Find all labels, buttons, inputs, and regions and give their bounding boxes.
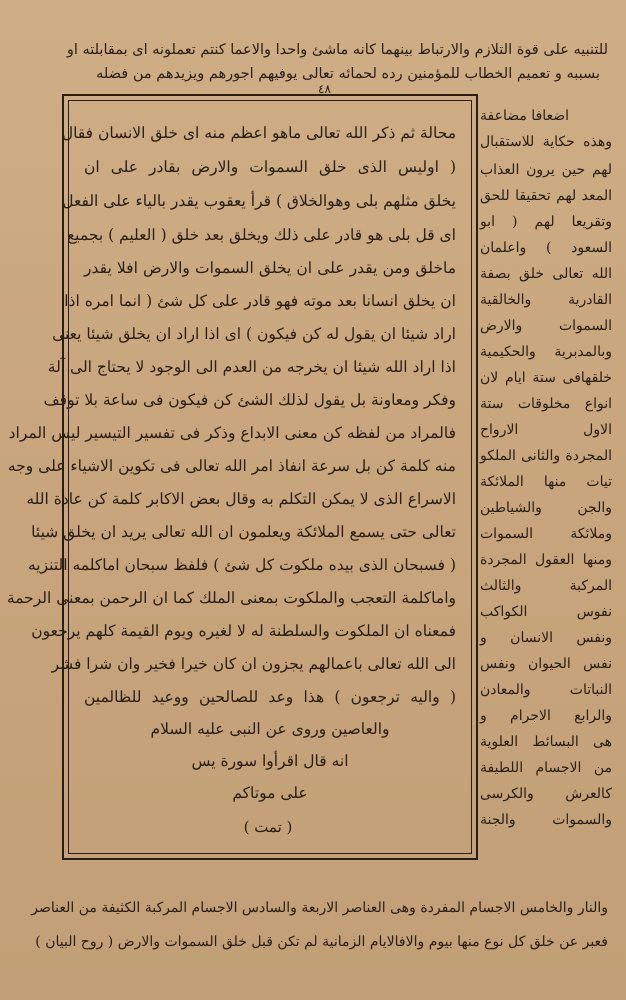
side-line-1: اضعافا مضاعفة [480,108,570,124]
main-line-12: الاسراع الذى لا يمكن التكلم به وقال بعض الاكابر كلمة كن عادة الله [26,490,456,508]
main-line-10: فالمراد من لفظه كن معنى الابداع وذكر فى تفسير التيسير ليس المراد [8,424,456,442]
side-line-17: وملائكة السموات [480,526,612,542]
closing-line-3: على موتاكم [232,784,308,802]
side-line-23: النباتات والمعادن [480,682,612,698]
main-line-4: اى قل بلى هو قادر على ذلك ويخلق بعد خلق ( العليم ) بجميع [66,226,456,244]
side-line-11: خلقهافى ستة ايام لان [480,370,612,386]
side-line-26: من الاجسام اللطيفة [480,760,612,776]
header-line-2: بسببه و تعميم الخطاب للمؤمنين رده لحمائه تعالى يوفيهم اجورهم ويزيدهم من فضله [96,66,600,82]
tamat-marker: ( تمت ) [243,818,293,836]
side-line-8: القادرية والخالقية [480,292,612,308]
side-line-24: والرابع الاجرام و [480,708,612,724]
side-line-12: انواع مخلوقات ستة [480,396,612,412]
closing-line-2: انه قال اقرأوا سورة يس [191,752,349,770]
side-line-10: وبالمدبرية والحكيمية [480,344,612,360]
side-line-5: وتقريعا لهم ( ابو [480,214,612,230]
side-line-18: ومنها العقول المجردة [480,552,612,568]
side-line-13: الاول الارواح [480,422,612,438]
main-line-9: وفكر ومعاونة بل يقول لذلك الشئ كن فيكون فى ساعة بلا توقف [43,391,456,409]
main-line-17: الى الله تعالى باعمالهم يجزون ان كان خيرا فخير وان شرا فشر [51,655,456,673]
side-line-6: السعود ) واعلمان [480,240,612,256]
side-line-16: والجن والشياطين [480,500,612,516]
side-line-19: المركبة والثالث [480,578,612,594]
side-line-15: تيات منها الملائكة [480,474,612,490]
main-line-15: واماكلمة التعجب والملكوت بمعنى الملك كما ان الرحمن بمعنى الرحمة [6,589,456,607]
side-line-21: ونفس الانسان و [480,630,612,646]
main-line-11: منه كلمة كن بل سرعة انفاذ امر الله تعالى فى تكوين الاشياء على وجه [7,457,456,475]
main-line-18: ( واليه ترجعون ) هذا وعد للصالحين ووعيد للظالمين [84,688,456,706]
side-line-28: والسموات والجنة [480,812,612,828]
page-number: ٤٨ [318,82,331,96]
main-line-3: يخلق مثلهم بلى وهوالخلاق ) قرأ يعقوب يقدر بالياء على الفعل [62,192,456,210]
main-line-16: فمعناه ان الملكوت والسلطنة له لا لغيره ويوم القيمة كلهم يرجعون [31,622,456,640]
side-line-14: المجردة والثانى الملكو [480,448,612,464]
main-line-5: ماخلق ومن يقدر على ان يخلق السموات والارض افلا يقدر [84,259,456,277]
main-line-6: ان يخلق انسانا بعد موته فهو قادر على كل شئ ( انما امره اذا [64,292,456,310]
main-text-frame-inner [6,100,472,854]
main-line-7: اراد شيئا ان يقول له كن فيكون ) اى اذا اراد ان يخلق شيئا يعنى [52,325,456,343]
footer-line-2: فعبر عن خلق كل نوع منها بيوم والافالايام الزمانية لم تكن قبل خلق السموات والارض ( روح البيان ) [35,934,608,950]
main-line-2: ( اوليس الذى خلق السموات والارض بقادر على ان [84,158,456,176]
main-line-14: ( فسبحان الذى بيده ملكوت كل شئ ) فلفظ سبحان اماكلمه التنزيه [27,556,456,574]
main-line-1: محالة ثم ذكر الله تعالى ماهو اعظم منه اى خلق الانسان فقال [61,124,456,142]
side-line-2: وهذه حكاية للاستقبال [480,134,612,150]
main-line-13: تعالى حتى يسمع الملائكة ويعلمون ان الله تعالى يريد ان يخلق شيئا [31,523,456,541]
footer-line-1: والنار والخامس الاجسام المفردة وهى العناصر الاربعة والسادس الاجسام المركبة الكثيفة من العناصر [31,900,608,916]
side-line-22: نفس الحيوان ونفس [480,656,612,672]
side-line-27: كالعرش والكرسى [480,786,612,802]
side-line-4: المعد لهم تحقيقا للحق [480,188,612,204]
side-line-9: السموات والارض [480,318,612,334]
main-line-8: اذا اراد الله شيئا ان يخرجه من العدم الى الوجود لا يحتاج الى آلة [47,358,456,376]
side-line-7: الله تعالى خلق بصفة [480,266,612,282]
side-line-3: لهم حين يرون العذاب [480,162,612,178]
header-line-1: للتنبيه على قوة التلازم والارتباط بينهما كانه ماشئ واحدا والاعما كنتم تعملونه اى بمقابلته او [66,42,608,58]
side-line-20: نفوس الكواكب [480,604,612,620]
closing-line-1: والعاصين وروى عن النبى عليه السلام [150,720,390,738]
side-line-25: هى البسائط العلوية [480,734,612,750]
